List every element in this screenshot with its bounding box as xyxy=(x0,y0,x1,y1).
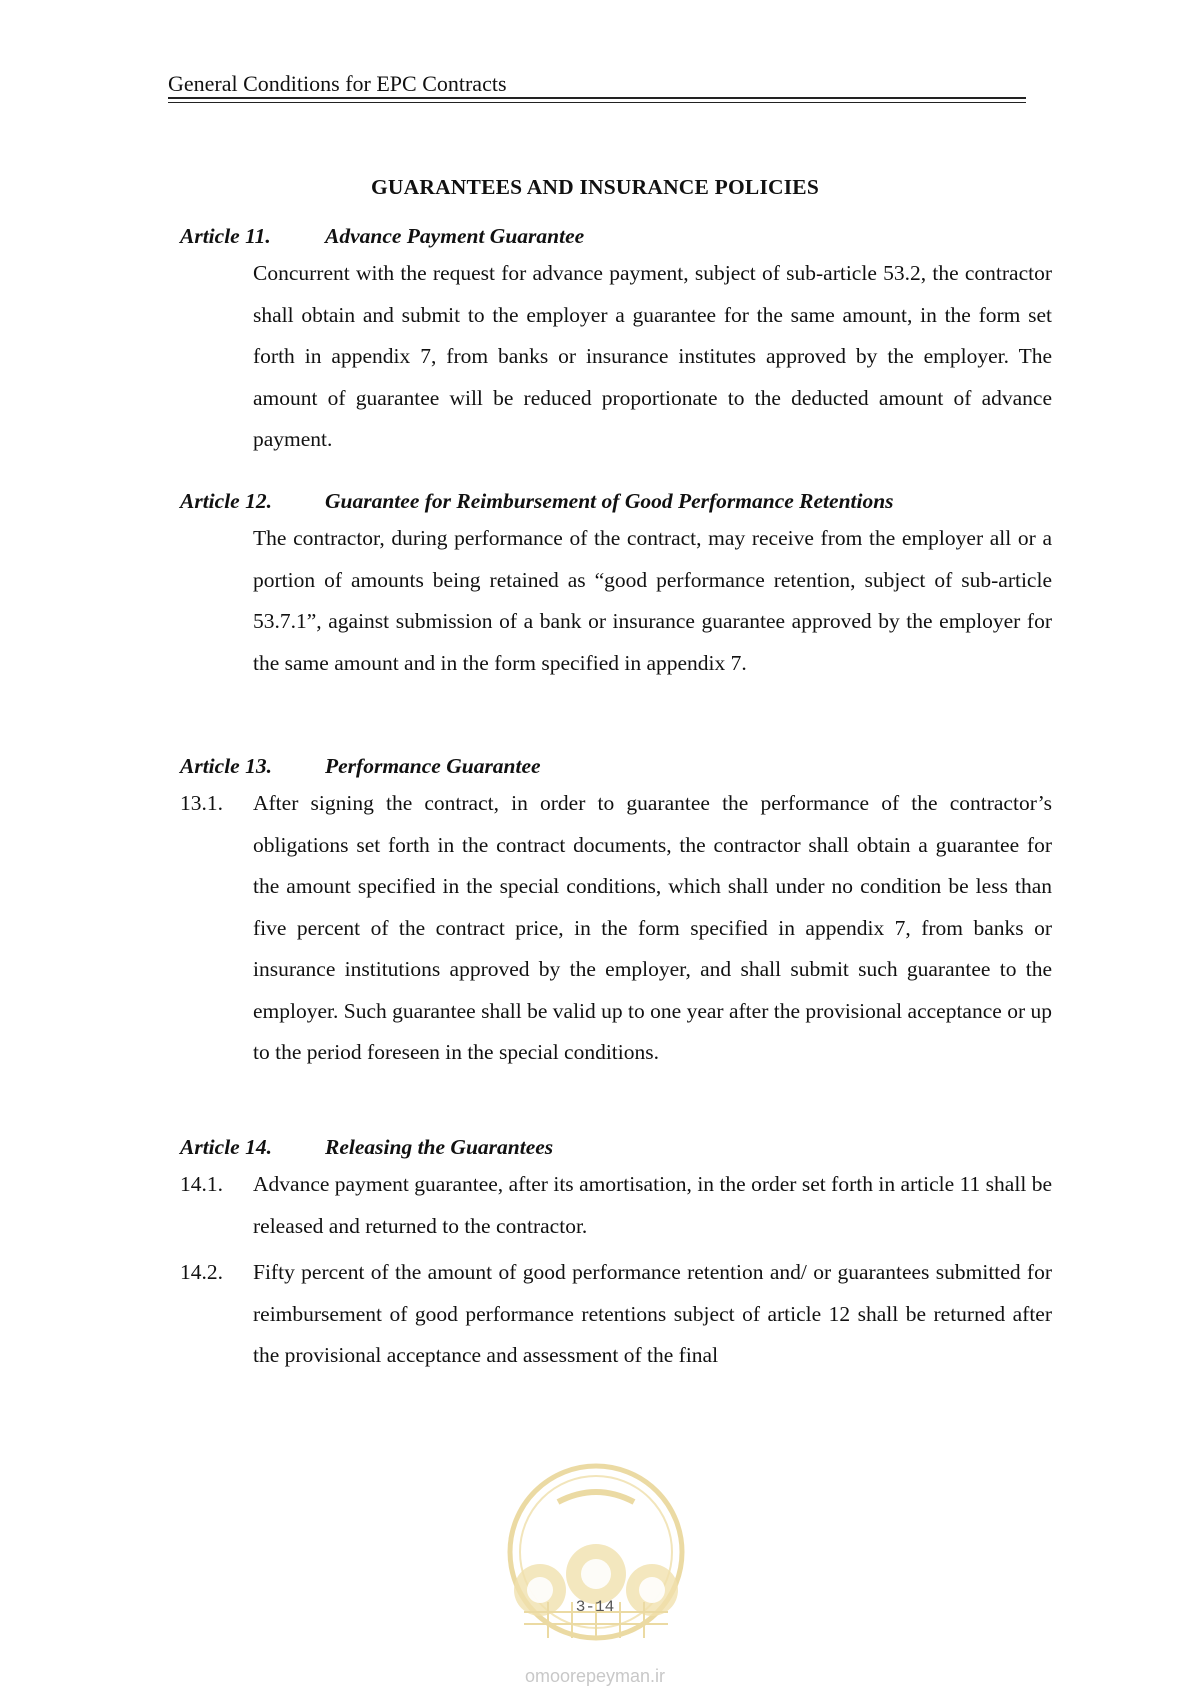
article-number: Article 11. xyxy=(180,224,271,248)
subarticle-14-2-number: 14.2. xyxy=(180,1260,223,1284)
article-number: Article 13. xyxy=(180,754,272,778)
watermark-seal-icon xyxy=(478,1462,714,1650)
article-number: Article 12. xyxy=(180,489,272,513)
article-title: Performance Guarantee xyxy=(325,754,541,778)
page-number: 3-14 xyxy=(575,1598,615,1616)
subarticle-14-1-number: 14.1. xyxy=(180,1172,223,1196)
subarticle-13-1-text: After signing the contract, in order to guarantee the performance of the contractor’s obligations set forth in the contract documents, the contractor shall obtain a guarantee for the amount specified in the special conditions, which shall under no condition be less than five percent of the contract price, in the form specified in appendix 7, from banks or insurance institutions approved by the employer, and shall submit such guarantee to the employer. Such guarantee shall be valid up to one year after the provisional acceptance or up to the period foreseen in the special conditions. xyxy=(253,791,1052,1064)
article-title: Guarantee for Reimbursement of Good Performance Retentions xyxy=(325,489,894,513)
article-title: Releasing the Guarantees xyxy=(325,1135,554,1159)
watermark-site-text: omoorepeyman.ir xyxy=(524,1666,666,1686)
section-title: GUARANTEES AND INSURANCE POLICIES xyxy=(370,175,820,199)
article-11-body: Concurrent with the request for advance payment, subject of sub-article 53.2, the contractor shall obtain and submit to the employer a guarantee for the same amount, in the form set forth in appendix 7, from banks or insurance institutes approved by the employer. The amount of guarantee will be reduced proportionate to the deducted amount of advance payment. xyxy=(253,261,1052,451)
article-12-body: The contractor, during performance of the contract, may receive from the employer all or a portion of amounts being retained as “good performance retention, subject of sub-article 53.7.1”, against submission of a bank or insurance guarantee approved by the employer for the same amount and in the form specified in appendix 7. xyxy=(253,526,1052,675)
article-number: Article 14. xyxy=(180,1135,272,1159)
article-title: Advance Payment Guarantee xyxy=(325,224,585,248)
subarticle-13-1-number: 13.1. xyxy=(180,791,223,815)
article-11-heading xyxy=(180,223,584,249)
running-header: General Conditions for EPC Contracts xyxy=(168,71,507,96)
article-12-heading xyxy=(180,488,894,514)
subarticle-14-2-text: Fifty percent of the amount of good performance retention and/ or guarantees submitted for reimbursement of good performance retentions subject of article 12 shall be returned after the provisional acceptance and assessment of the final xyxy=(253,1260,1052,1367)
subarticle-14-1-text: Advance payment guarantee, after its amortisation, in the order set forth in article 11 shall be released and returned to the contractor. xyxy=(253,1172,1052,1238)
article-13-heading xyxy=(180,753,541,779)
article-14-heading xyxy=(180,1134,553,1160)
header-double-rule xyxy=(168,97,1026,103)
